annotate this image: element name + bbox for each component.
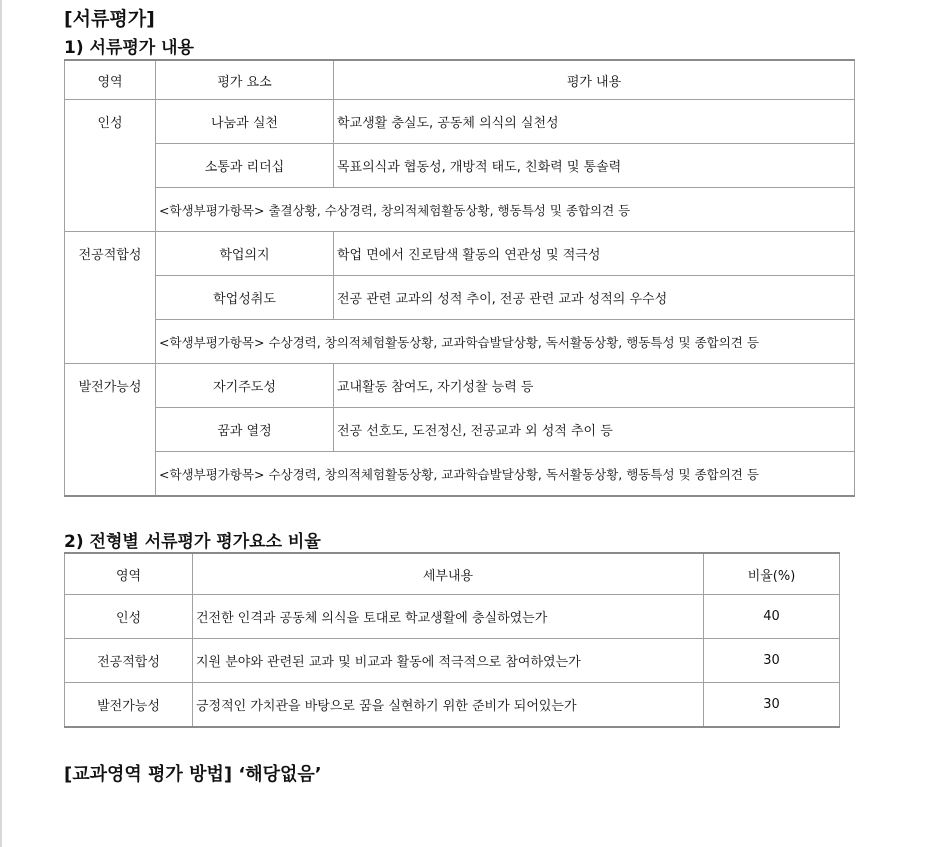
area-cell: 발전가능성 xyxy=(65,683,193,728)
document-evaluation-table xyxy=(64,59,855,497)
record-items-note: <학생부평가항목> 수상경력, 창의적체험활동상황, 교과학습발달상황, 독서활동상황, 행동특성 및 종합의견 등 xyxy=(156,320,855,364)
table-row xyxy=(65,683,840,728)
record-items-note: <학생부평가항목> 출결상황, 수상경력, 창의적체험활동상황, 행동특성 및 종합의견 등 xyxy=(156,188,855,232)
element-cell: 꿈과 열정 xyxy=(156,408,334,452)
table-row xyxy=(65,364,855,408)
ratio-table xyxy=(64,552,840,728)
header-element: 평가 요소 xyxy=(156,60,334,100)
ratio-cell: 30 xyxy=(704,639,840,683)
area-cell: 전공적합성 xyxy=(65,639,193,683)
area-cell: 인성 xyxy=(65,595,193,639)
content-cell: 교내활동 참여도, 자기성찰 능력 등 xyxy=(334,364,855,408)
area-cell: 인성 xyxy=(65,100,156,232)
detail-cell: 지원 분야와 관련된 교과 및 비교과 활동에 적극적으로 참여하였는가 xyxy=(193,639,704,683)
area-cell: 발전가능성 xyxy=(65,364,156,497)
element-cell: 소통과 리더십 xyxy=(156,144,334,188)
element-cell: 나눔과 실천 xyxy=(156,100,334,144)
note-row xyxy=(65,452,855,497)
page-title: [서류평가] xyxy=(64,8,155,30)
table-header-row xyxy=(65,553,840,595)
section2-heading: 2) 전형별 서류평가 평가요소 비율 xyxy=(64,532,321,552)
table-header-row xyxy=(65,60,855,100)
content-cell: 전공 선호도, 도전정신, 전공교과 외 성적 추이 등 xyxy=(334,408,855,452)
table-row xyxy=(65,100,855,144)
header-detail: 세부내용 xyxy=(193,553,704,595)
element-cell: 자기주도성 xyxy=(156,364,334,408)
table-row xyxy=(65,144,855,188)
content-cell: 학업 면에서 진로탐색 활동의 연관성 및 적극성 xyxy=(334,232,855,276)
table-row xyxy=(65,639,840,683)
header-content: 평가 내용 xyxy=(334,60,855,100)
record-items-note: <학생부평가항목> 수상경력, 창의적체험활동상황, 교과학습발달상황, 독서활동상황, 행동특성 및 종합의견 등 xyxy=(156,452,855,497)
area-cell: 전공적합성 xyxy=(65,232,156,364)
section1-heading: 1) 서류평가 내용 xyxy=(64,38,194,58)
table-row xyxy=(65,232,855,276)
note-row xyxy=(65,320,855,364)
content-cell: 학교생활 충실도, 공동체 의식의 실천성 xyxy=(334,100,855,144)
detail-cell: 건전한 인격과 공동체 의식을 토대로 학교생활에 충실하였는가 xyxy=(193,595,704,639)
ratio-cell: 40 xyxy=(704,595,840,639)
element-cell: 학업의지 xyxy=(156,232,334,276)
content-cell: 목표의식과 협동성, 개방적 태도, 친화력 및 통솔력 xyxy=(334,144,855,188)
content-cell: 전공 관련 교과의 성적 추이, 전공 관련 교과 성적의 우수성 xyxy=(334,276,855,320)
header-ratio: 비율(%) xyxy=(704,553,840,595)
header-area: 영역 xyxy=(65,553,193,595)
note-row xyxy=(65,188,855,232)
header-area: 영역 xyxy=(65,60,156,100)
page-edge xyxy=(0,0,2,847)
element-cell: 학업성취도 xyxy=(156,276,334,320)
detail-cell: 긍정적인 가치관을 바탕으로 꿈을 실현하기 위한 준비가 되어있는가 xyxy=(193,683,704,728)
table-row xyxy=(65,595,840,639)
table-row xyxy=(65,276,855,320)
section3-heading: [교과영역 평가 방법] ‘해당없음’ xyxy=(64,764,322,785)
ratio-cell: 30 xyxy=(704,683,840,728)
table-row xyxy=(65,408,855,452)
